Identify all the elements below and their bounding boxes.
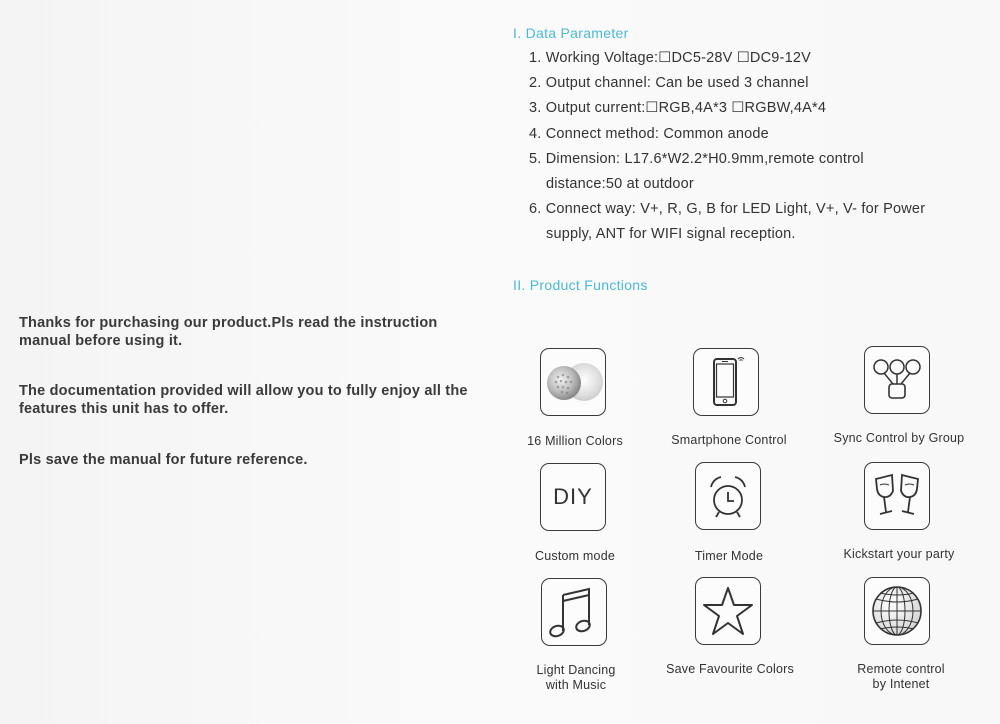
intro-save-manual (19, 451, 489, 469)
color-balls-icon (540, 348, 606, 416)
remote-control-line: Remote control by Intenet (857, 662, 945, 691)
smartphone-icon (693, 348, 759, 416)
param-line: distance:50 at outdoor (546, 175, 694, 192)
cheers-glasses-icon (864, 462, 930, 530)
star-icon (695, 577, 761, 645)
function-label-save-favourite-colors: Save Favourite Colors (666, 662, 794, 676)
data-parameter-list (529, 46, 979, 248)
function-label-custom-mode: Custom mode (534, 549, 615, 563)
intro-save-manual-text: Pls save the manual for future reference. (19, 452, 308, 468)
intro-documentation-text: The documentation provided will allow you to fully enjoy all the features this unit has to offer. (19, 383, 468, 417)
function-label-16-million-colors: 16 Million Colors (527, 434, 623, 448)
globe-icon (864, 577, 930, 645)
param-line: 4. Connect method: Common anode (529, 125, 769, 142)
music-note-icon (541, 578, 607, 646)
param-line: 3. Output current:☐RGB,4A*3 ☐RGBW,4A*4 (529, 100, 827, 117)
section-title-product-functions: II. Product Functions (513, 277, 648, 293)
param-line: 5. Dimension: L17.6*W2.2*H0.9mm,remote control (529, 150, 864, 167)
param-line: 2. Output channel: Can be used 3 channel (529, 75, 809, 92)
function-label-kickstart-your-party: Kickstart your party (843, 547, 955, 561)
group-sync-icon (864, 346, 930, 414)
intro-thanks-text: Thanks for purchasing our product.Pls read the instruction manual before using it. (19, 315, 438, 349)
alarm-clock-icon (695, 462, 761, 530)
diy-icon-text: DIY (553, 484, 593, 509)
light-dancing-line: Light Dancing with Music (536, 663, 616, 692)
function-label-sync-control-by-group: Sync Control by Group (833, 431, 965, 445)
section-title-data-parameter: I. Data Parameter (513, 25, 629, 41)
function-label-remote-control-by-internet (806, 662, 996, 692)
function-label-smartphone-control: Smartphone Control (671, 433, 787, 447)
intro-documentation (19, 382, 489, 418)
diy-icon (540, 463, 606, 531)
param-line: supply, ANT for WIFI signal reception. (546, 226, 796, 243)
param-line: 6. Connect way: V+, R, G, B for LED Light, V+, V- for Power (529, 201, 926, 218)
function-label-timer-mode: Timer Mode (694, 549, 764, 563)
intro-thanks (19, 314, 489, 350)
param-line: 1. Working Voltage:☐DC5-28V ☐DC9-12V (529, 50, 811, 66)
